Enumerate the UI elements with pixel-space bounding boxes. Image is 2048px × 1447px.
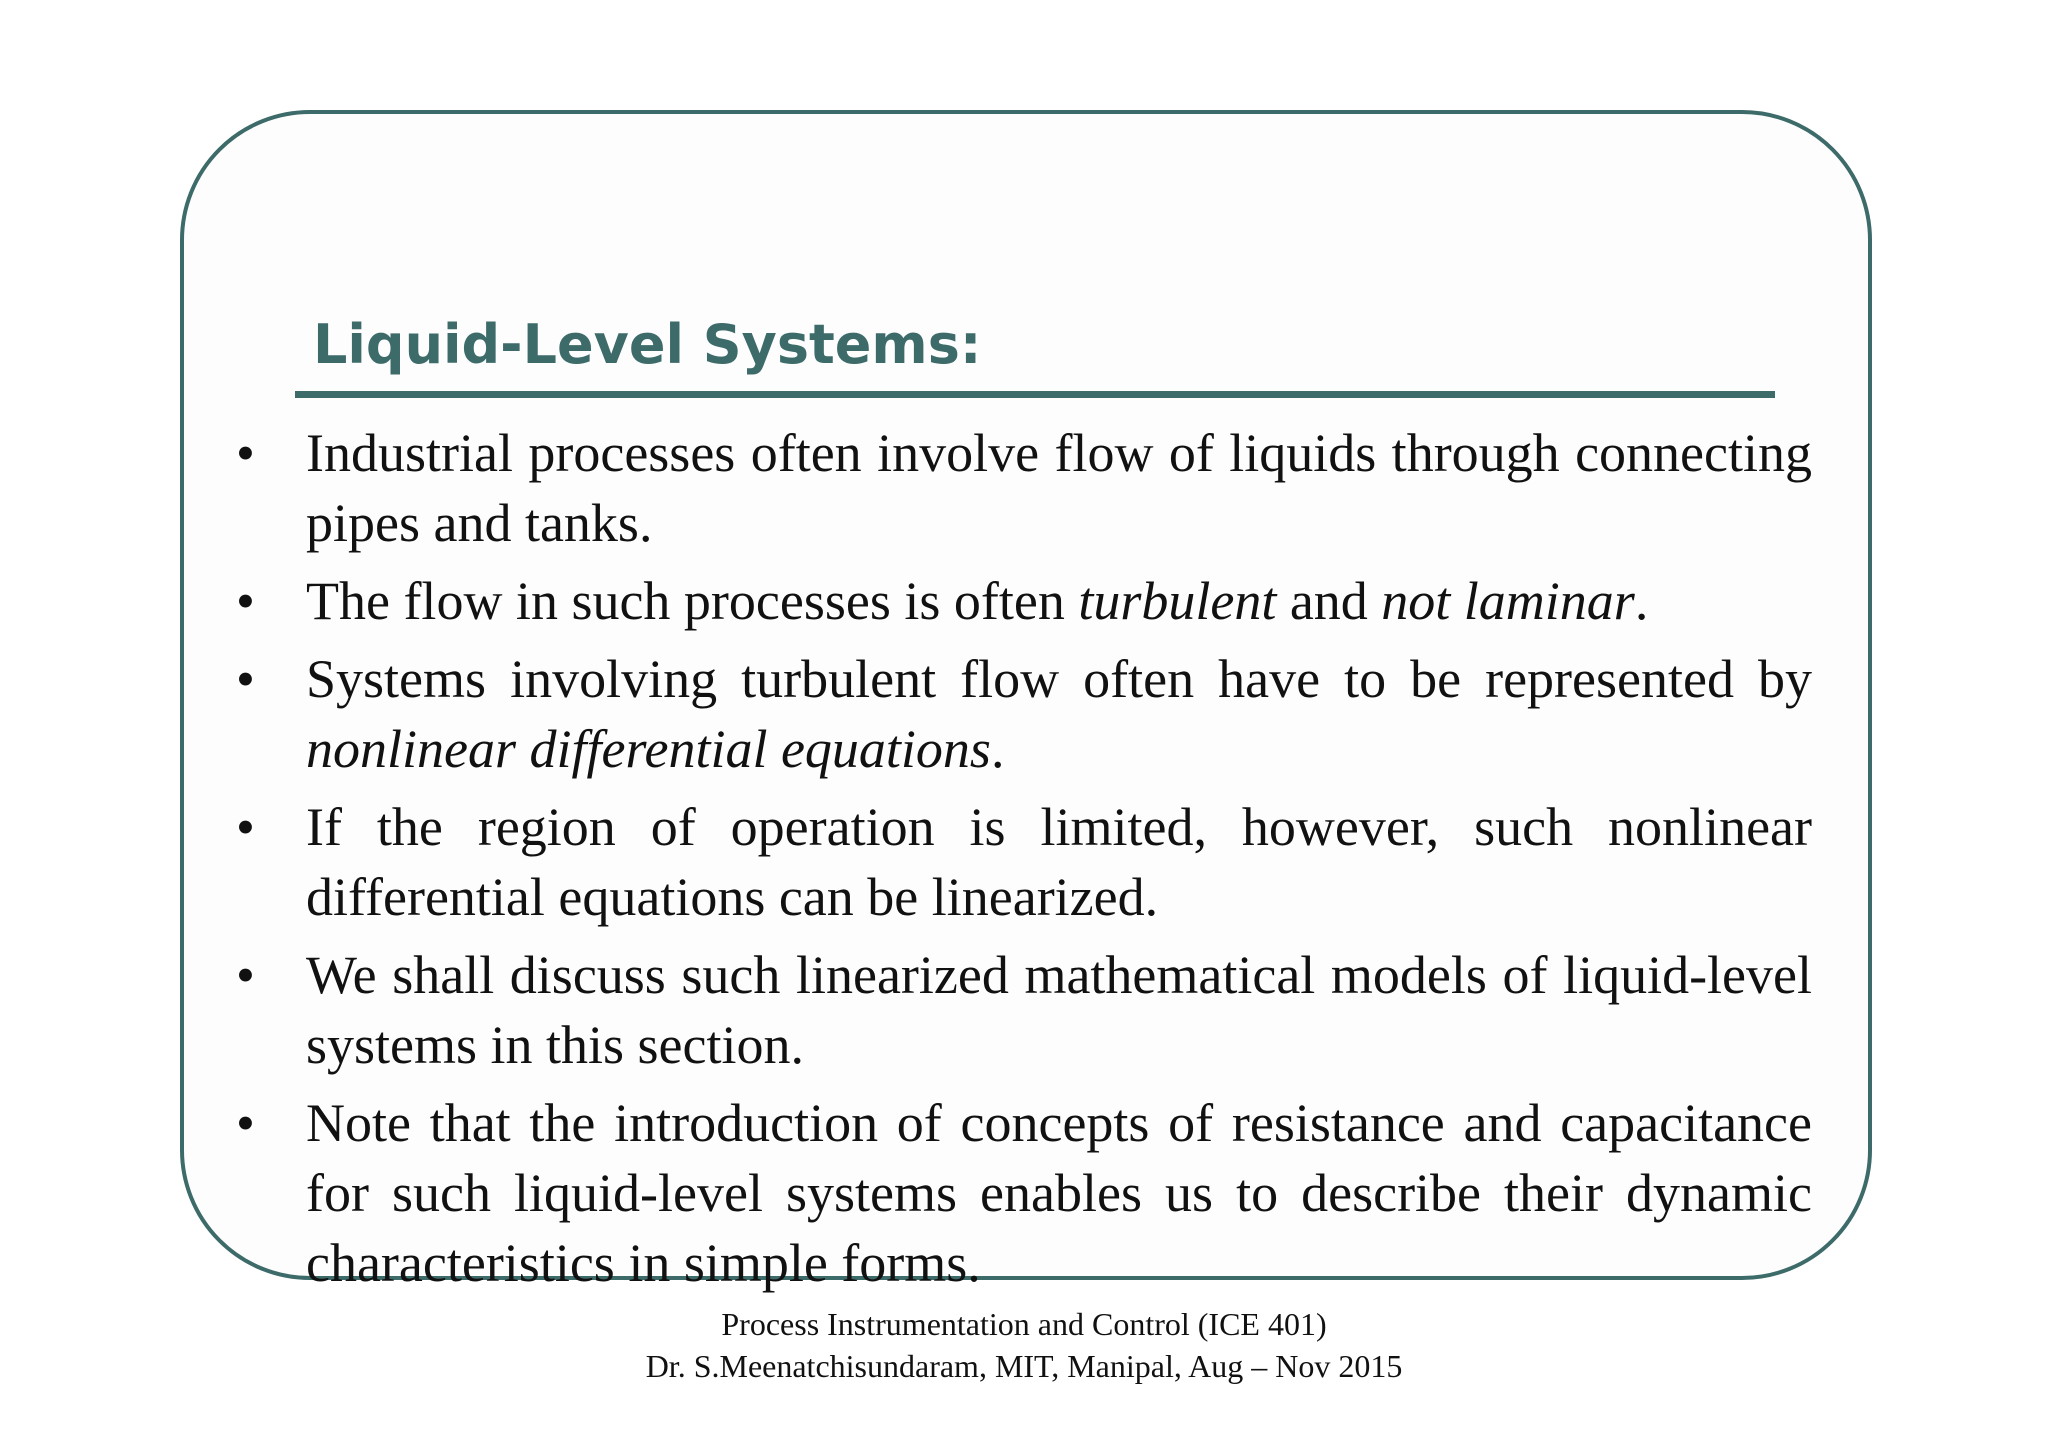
bullet-text-emphasis: nonlinear differential equations [306, 719, 991, 779]
bullet-item [232, 792, 1812, 932]
slide-title: Liquid-Level Systems: [313, 313, 982, 376]
bullet-text-emphasis: not laminar [1381, 571, 1635, 631]
bullet-dot-icon: • [236, 423, 255, 483]
bullet-text: We shall discuss such linearized mathematical models of liquid-level systems in this section. [306, 945, 1812, 1075]
bullet-item [232, 418, 1812, 558]
bullet-text: . [990, 719, 1005, 779]
bullet-text: Note that the introduction of concepts of resistance and capacitance for such liquid-level systems enables us to describe their dynamic characteristics in simple forms. [306, 1093, 1812, 1293]
bullet-text: Industrial processes often involve flow of liquids through connecting pipes and tanks. [306, 423, 1812, 553]
bullet-text: . [1634, 571, 1649, 631]
bullet-item [232, 940, 1812, 1080]
bullet-list [232, 418, 1812, 1306]
bullet-text: The flow in such processes is often [306, 571, 1079, 631]
bullet-item [232, 566, 1812, 636]
footer-author: Dr. S.Meenatchisundaram, MIT, Manipal, Aug – Nov 2015 [645, 1348, 1403, 1384]
bullet-dot-icon: • [236, 945, 255, 1005]
bullet-text: If the region of operation is limited, however, such nonlinear differential equations can be linearized. [306, 797, 1812, 927]
footer-course: Process Instrumentation and Control (ICE 401) [721, 1306, 1327, 1342]
bullet-item [232, 1088, 1812, 1298]
bullet-dot-icon: • [236, 571, 255, 631]
bullet-text: Systems involving turbulent flow often have to be represented by [306, 649, 1812, 709]
bullet-text-emphasis: turbulent [1078, 571, 1277, 631]
bullet-dot-icon: • [236, 649, 255, 709]
bullet-dot-icon: • [236, 797, 255, 857]
bullet-dot-icon: • [236, 1093, 255, 1153]
bullet-item [232, 644, 1812, 784]
title-underline [295, 391, 1775, 398]
bullet-text: and [1276, 571, 1382, 631]
